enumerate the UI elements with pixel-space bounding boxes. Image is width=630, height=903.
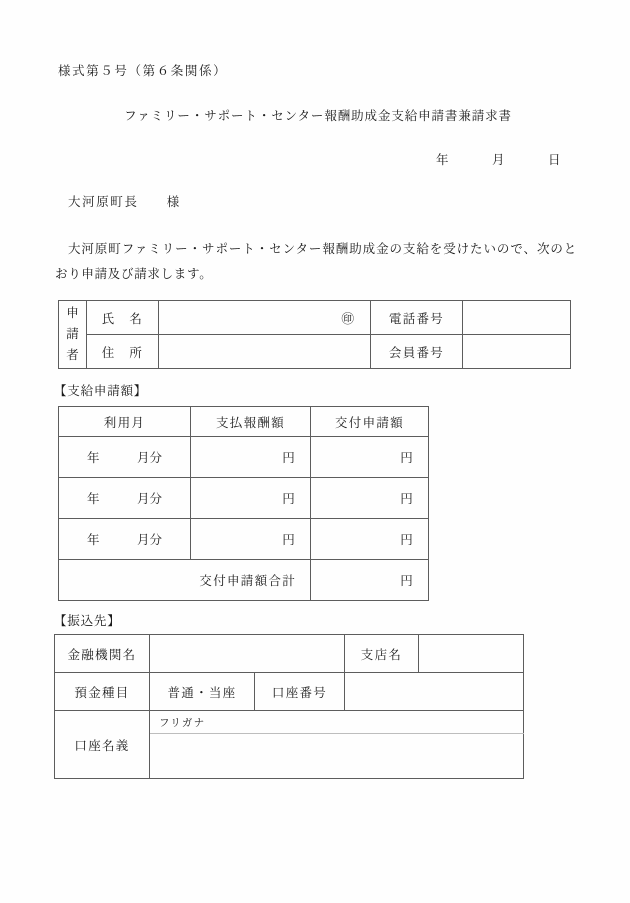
table-row (59, 301, 571, 335)
usage-month-cell-3[interactable]: 年 月分 (59, 519, 191, 560)
table-row (59, 437, 429, 478)
deposit-type-label: 預金種目 (55, 673, 150, 711)
table-header-row (59, 407, 429, 437)
member-number-label: 会員番号 (371, 335, 463, 369)
financial-institution-input-cell[interactable] (150, 635, 345, 673)
date-line: 年 月 日 (435, 153, 562, 167)
account-name-input-cell[interactable] (150, 734, 524, 779)
phone-number-label: 電話番号 (371, 301, 463, 335)
paid-amount-cell-2[interactable]: 円 (191, 478, 311, 519)
bank-section-label: 【振込先】 (54, 614, 121, 628)
branch-name-label: 支店名 (345, 635, 419, 673)
address-label: 住 所 (87, 335, 159, 369)
table-row (59, 478, 429, 519)
name-input-cell[interactable] (159, 301, 371, 335)
column-header-claim-amount: 交付申請額 (311, 407, 429, 437)
usage-month-cell-2[interactable]: 年 月分 (59, 478, 191, 519)
account-name-label: 口座名義 (55, 711, 150, 779)
bank-table (54, 634, 524, 779)
body-paragraph: 大河原町ファミリー・サポート・センター報酬助成金の支給を受けたいので、次のとおり申請及び請求します。 (55, 242, 577, 281)
address-input-cell[interactable] (159, 335, 371, 369)
applicant-header-char-2: 請 (66, 327, 79, 341)
account-number-input-cell[interactable] (345, 673, 524, 711)
addressee-line: 大河原町長 様 (68, 195, 181, 209)
paid-amount-cell-1[interactable]: 円 (191, 437, 311, 478)
table-row (55, 711, 524, 734)
applicant-header-char-1: 申 (66, 306, 79, 320)
table-row (55, 673, 524, 711)
claim-amount-cell-3[interactable]: 円 (311, 519, 429, 560)
paid-amount-cell-3[interactable]: 円 (191, 519, 311, 560)
amount-table (58, 406, 429, 601)
table-row (59, 335, 571, 369)
phone-number-input-cell[interactable] (463, 301, 571, 335)
applicant-table (58, 300, 571, 369)
name-label: 氏 名 (87, 301, 159, 335)
seal-icon: ㊞ (341, 311, 354, 326)
form-number: 様式第５号（第６条関係） (58, 64, 228, 78)
total-label: 交付申請額合計 (59, 560, 311, 601)
column-header-usage-month: 利用月 (59, 407, 191, 437)
claim-amount-cell-1[interactable]: 円 (311, 437, 429, 478)
claim-amount-cell-2[interactable]: 円 (311, 478, 429, 519)
usage-month-cell-1[interactable]: 年 月分 (59, 437, 191, 478)
table-row (55, 635, 524, 673)
deposit-type-options[interactable]: 普通・当座 (150, 673, 255, 711)
table-total-row (59, 560, 429, 601)
amount-section-label: 【支給申請額】 (54, 384, 148, 398)
applicant-row-header (59, 301, 87, 369)
branch-name-input-cell[interactable] (419, 635, 524, 673)
furigana-label: フリガナ (150, 711, 524, 734)
document-title: ファミリー・サポート・センター報酬助成金支給申請書兼請求書 (124, 109, 512, 123)
table-row (59, 519, 429, 560)
applicant-header-char-3: 者 (66, 348, 79, 362)
member-number-input-cell[interactable] (463, 335, 571, 369)
column-header-paid-amount: 支払報酬額 (191, 407, 311, 437)
total-value-cell[interactable]: 円 (311, 560, 429, 601)
financial-institution-label: 金融機関名 (55, 635, 150, 673)
account-number-label: 口座番号 (255, 673, 345, 711)
